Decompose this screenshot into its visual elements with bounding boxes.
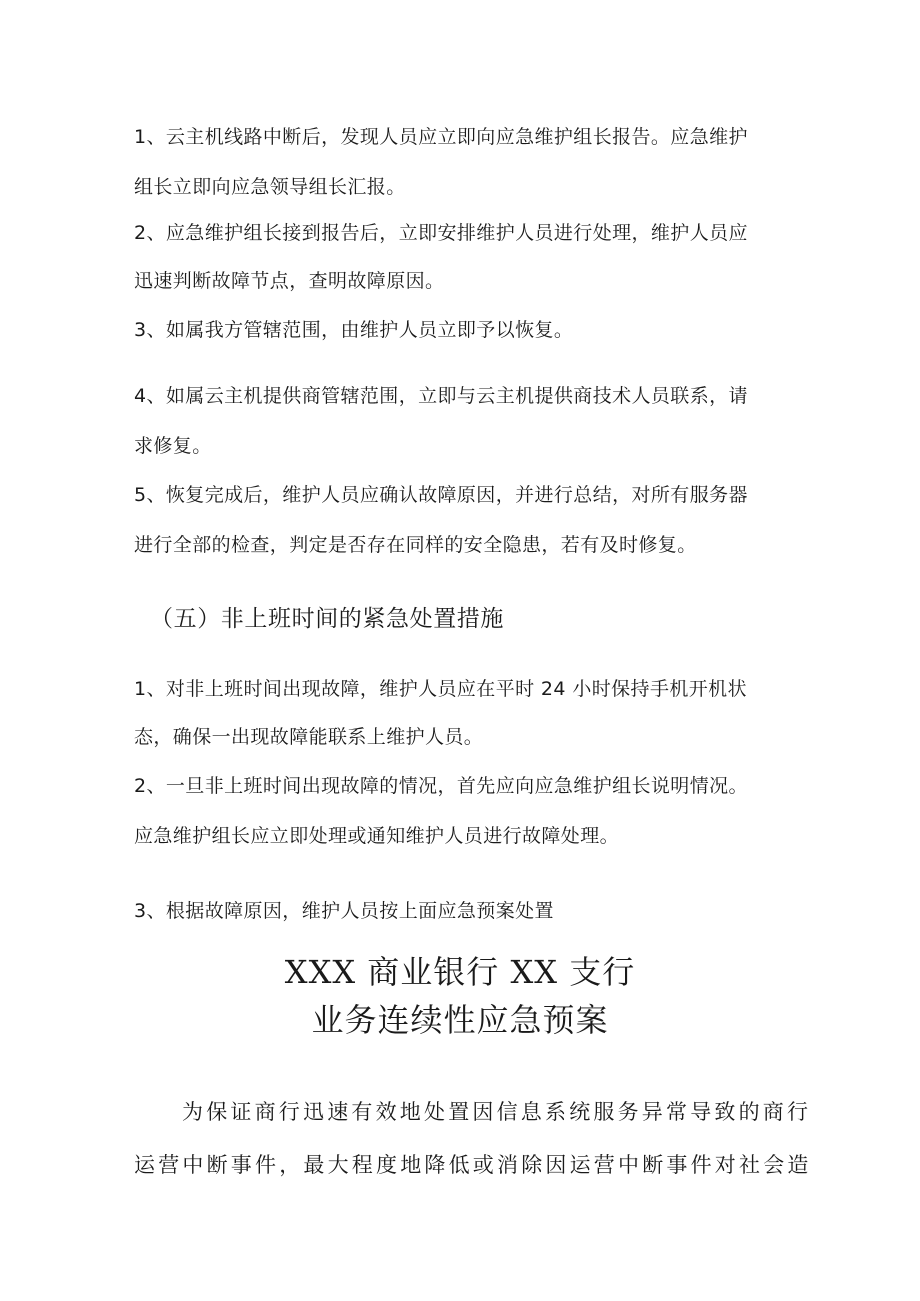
intro-line1: 为保证商行迅速有效地处置因信息系统服务异常导致的商行: [182, 1100, 812, 1124]
item5-line2: 进行全部的检查，判定是否存在同样的安全隐患，若有及时修复。: [134, 534, 697, 556]
night-item3-line1: 3、根据故障原因，维护人员按上面应急预案处置: [134, 900, 554, 922]
item4-line2: 求修复。: [134, 435, 212, 457]
item2-line2: 迅速判断故障节点，查明故障原因。: [134, 270, 445, 292]
section-five-heading: （五）非上班时间的紧急处置措施: [150, 606, 504, 632]
item1-line1: 1、云主机线路中断后，发现人员应立即向应急维护组长报告。应急维护: [134, 126, 748, 148]
item2-line1: 2、应急维护组长接到报告后，立即安排维护人员进行处理，维护人员应: [134, 222, 748, 244]
night-item2-line2: 应急维护组长应立即处理或通知维护人员进行故障处理。: [134, 825, 620, 847]
item5-line1: 5、恢复完成后，维护人员应确认故障原因，并进行总结，对所有服务器: [134, 484, 748, 506]
night-item2-line1: 2、一旦非上班时间出现故障的情况，首先应向应急维护组长说明情况。: [134, 775, 748, 797]
item3-line1: 3、如属我方管辖范围，由维护人员立即予以恢复。: [134, 319, 574, 341]
night-item1-line1: 1、对非上班时间出现故障，维护人员应在平时 24 小时保持手机开机状: [134, 678, 747, 700]
intro-line2: 运营中断事件，最大程度地降低或消除因运营中断事件对社会造: [134, 1153, 812, 1177]
document-title-line1: XXX 商业银行 XX 支行: [284, 953, 636, 991]
item1-line2: 组长立即向应急领导组长汇报。: [134, 176, 406, 198]
item4-line1: 4、如属云主机提供商管辖范围，立即与云主机提供商技术人员联系，请: [134, 385, 748, 407]
document-title-line2: 业务连续性应急预案: [311, 1001, 609, 1039]
night-item1-line2: 态，确保一出现故障能联系上维护人员。: [134, 726, 484, 748]
